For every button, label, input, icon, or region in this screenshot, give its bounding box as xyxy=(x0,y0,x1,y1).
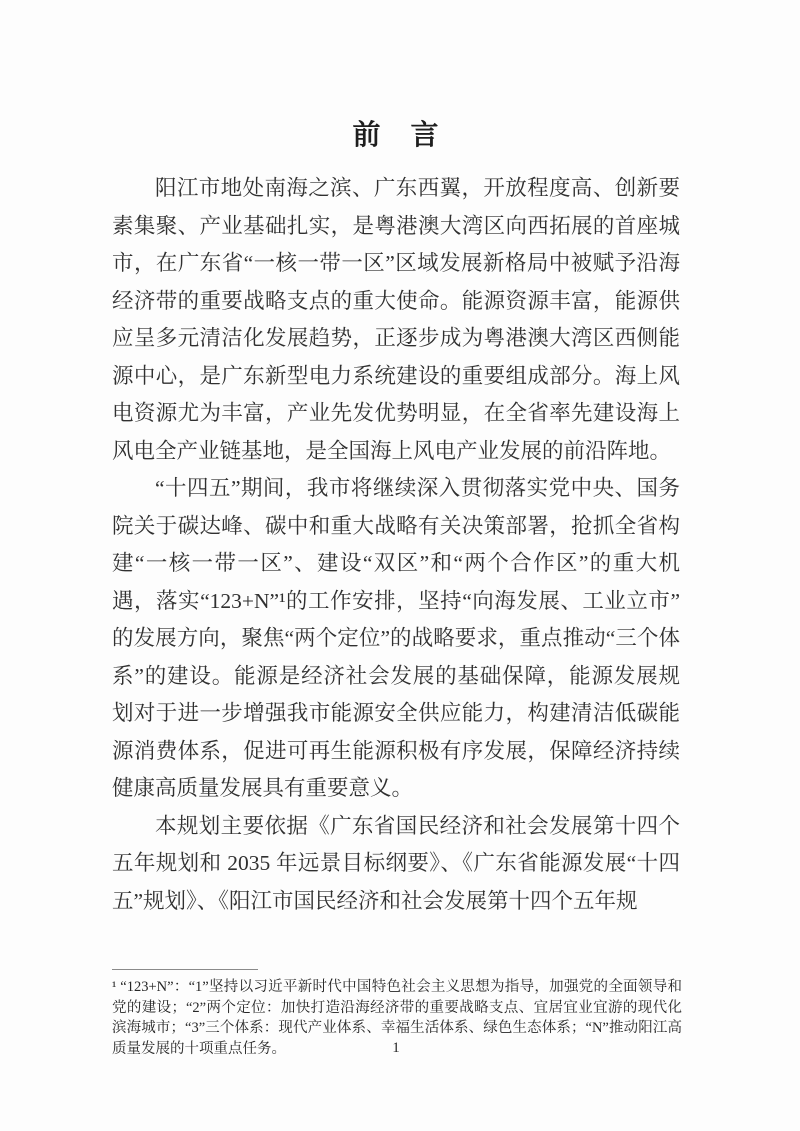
paragraph: “十四五”期间，我市将继续深入贯彻落实党中央、国务院关于碳达峰、碳中和重大战略有关决策部署，抢抓全省构建“一核一带一区”、建设“双区”和“两个合作区”的重大机遇，落实“123+N”¹的工作安排，坚持“向海发展、工业立市”的发展方向，聚焦“两个定位”的战略要求，重点推动“三个体系”的建设。能源是经济社会发展的基础保障，能源发展规划对于进一步增强我市能源安全供应能力，构建清洁低碳能源消费体系，促进可再生能源积极有序发展，保障经济持续健康高质量发展具有重要意义。 xyxy=(112,476,680,800)
footnote-text: ¹ “123+N”：“1”坚持以习近平新时代中国特色社会主义思想为指导，加强党的全面领导和党的建设；“2”两个定位：加快打造沿海经济带的重要战略支点、宜居宜业宜游的现代化滨海城市；“3”三个体系：现代产业体系、幸福生活体系、绿色生态体系；“N”推动阳江高质量发展的十项重点任务。 xyxy=(112,979,682,1057)
footnote-separator xyxy=(112,969,258,970)
page-number: 1 xyxy=(392,1040,400,1056)
body-text-block xyxy=(112,170,680,920)
paragraph: 阳江市地处南海之滨、广东西翼，开放程度高、创新要素集聚、产业基础扎实，是粤港澳大湾区向西拓展的首座城市，在广东省“一核一带一区”区域发展新格局中被赋予沿海经济带的重要战略支点的重大使命。能源资源丰富，能源供应呈多元清洁化发展趋势，正逐步成为粤港澳大湾区西侧能源中心，是广东新型电力系统建设的重要组成部分。海上风电资源尤为丰富，产业先发优势明显，在全省率先建设海上风电全产业链基地，是全国海上风电产业发展的前沿阵地。 xyxy=(112,176,680,463)
paragraph: 本规划主要依据《广东省国民经济和社会发展第十四个五年规划和 2035 年远景目标纲要》、《广东省能源发展“十四五”规划》、《阳江市国民经济和社会发展第十四个五年规 xyxy=(112,813,680,913)
page-title: 前 言 xyxy=(352,120,440,151)
